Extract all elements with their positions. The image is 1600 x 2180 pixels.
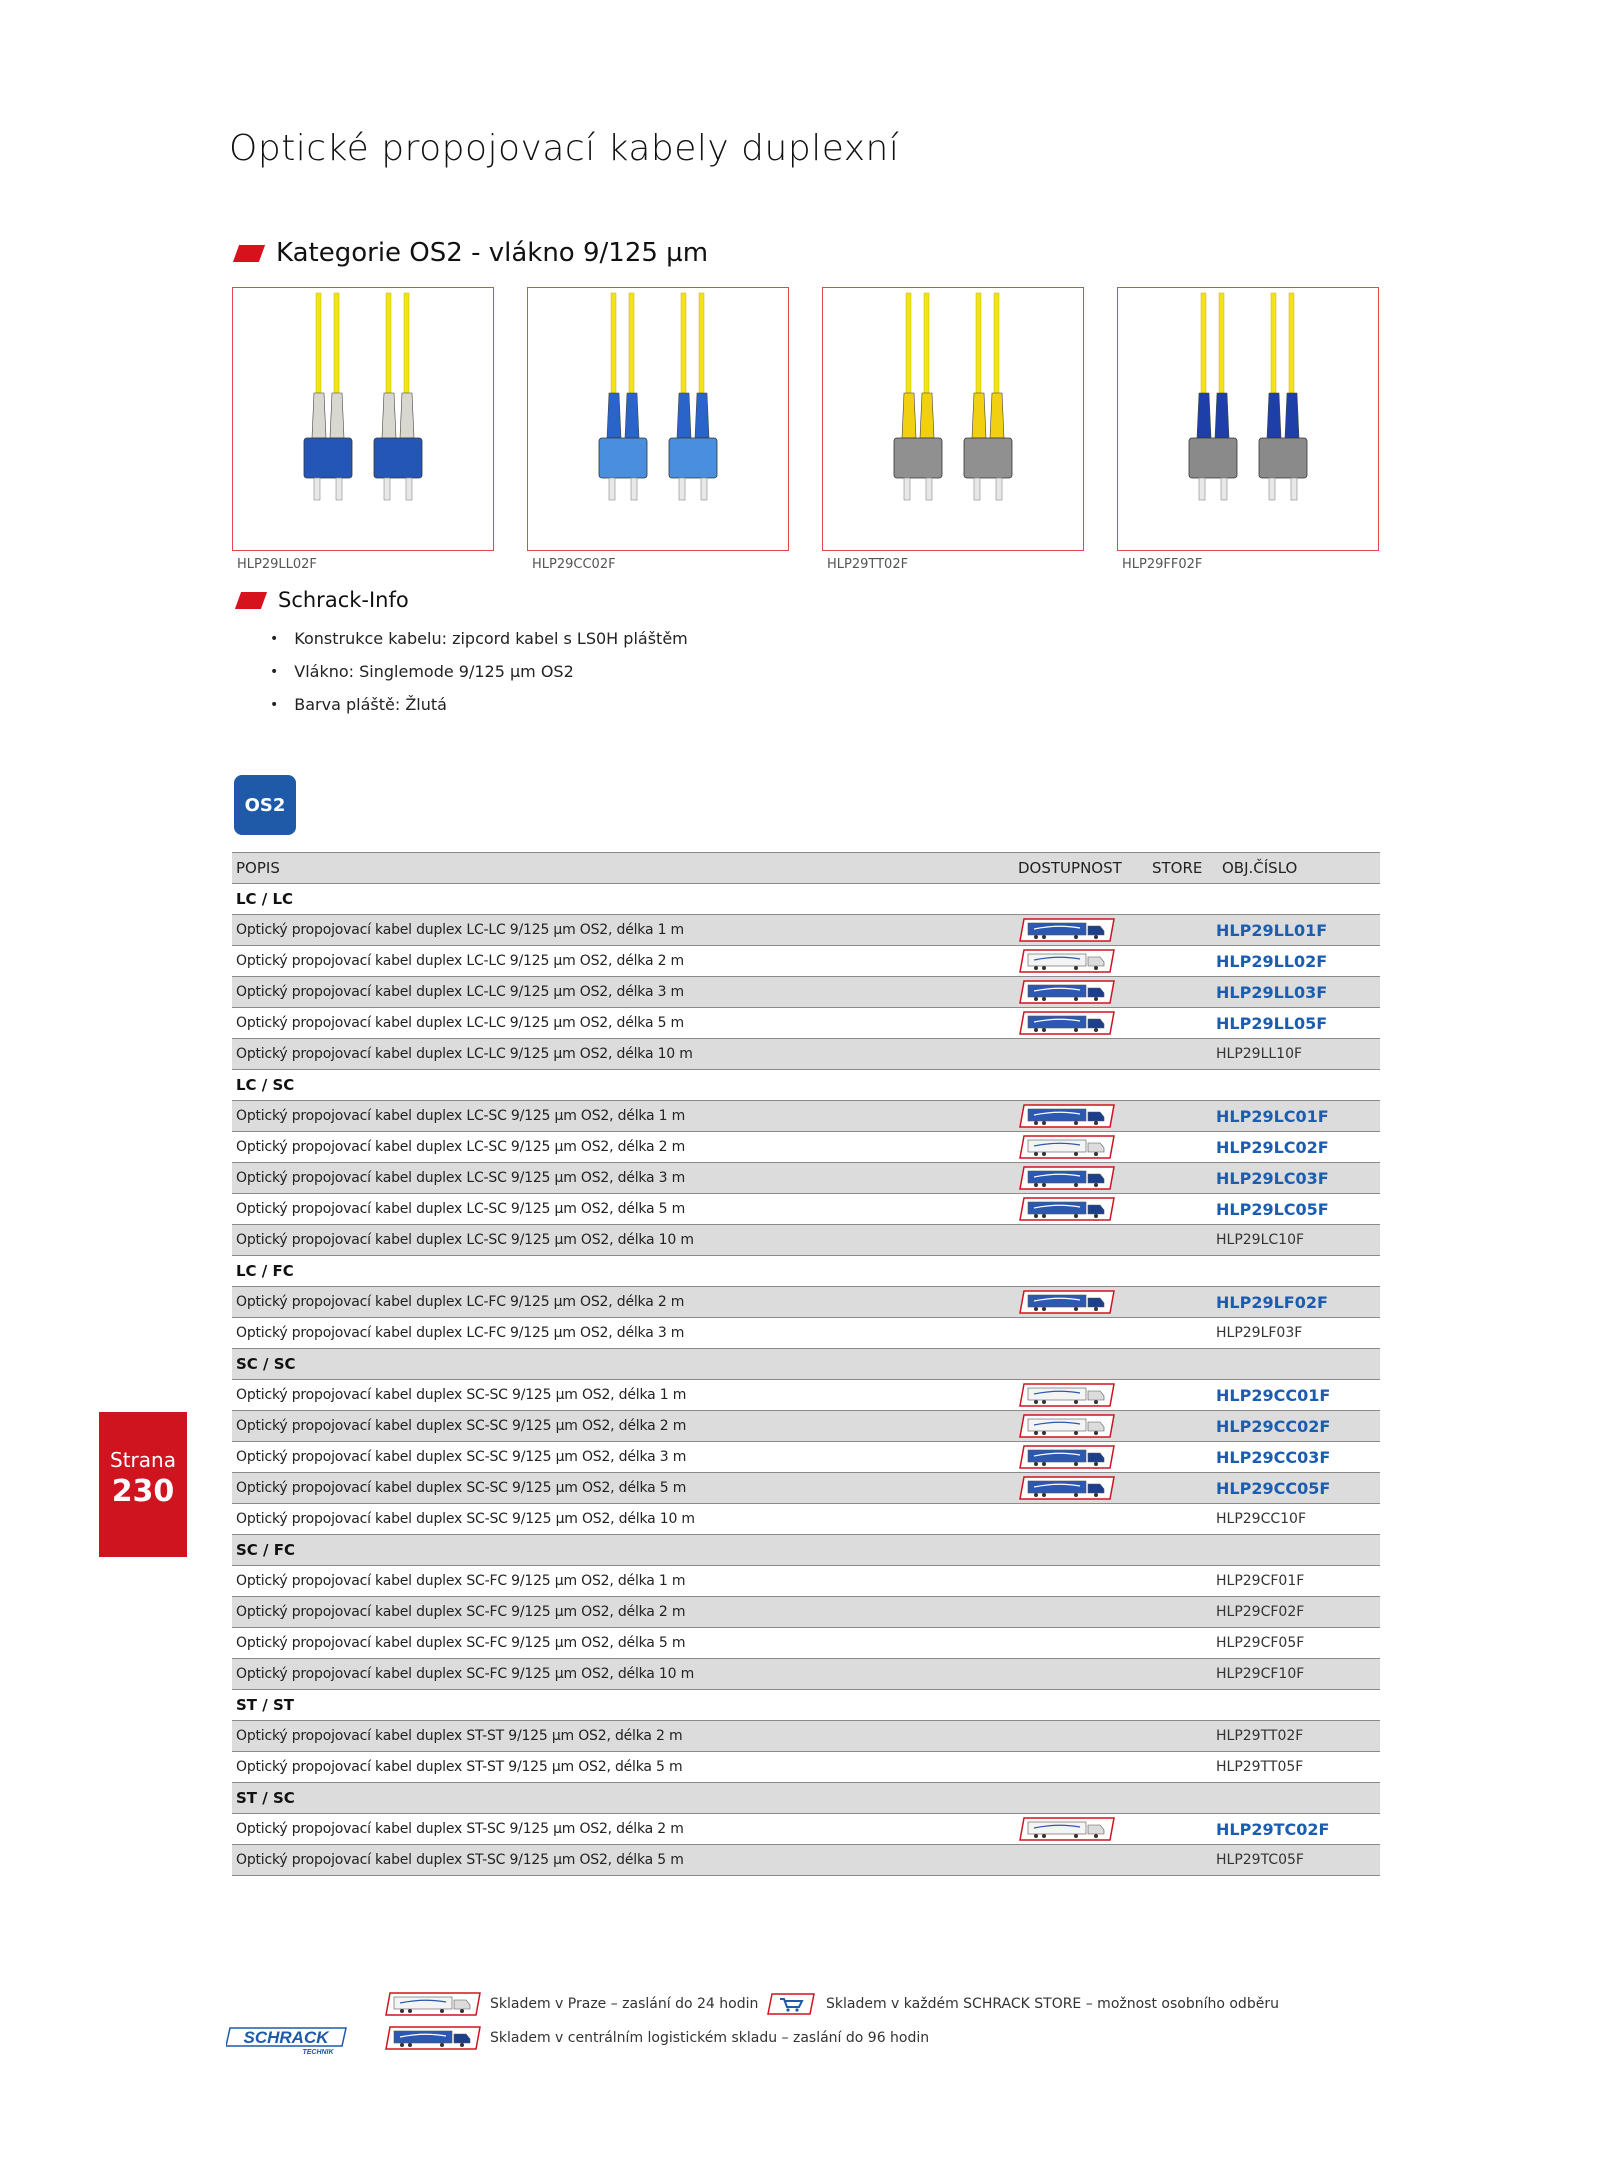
header-dostupnost: DOSTUPNOST [1014, 853, 1148, 884]
group-row [232, 1535, 1380, 1566]
product-description: Optický propojovací kabel duplex LC-SC 9/125 µm OS2, délka 1 m [232, 1101, 1014, 1132]
table-row [232, 1752, 1380, 1783]
table-row [232, 1380, 1380, 1411]
store-cell [1148, 1597, 1212, 1628]
order-number: HLP29LF03F [1212, 1318, 1380, 1349]
info-item: • Barva pláště: Žlutá [270, 688, 688, 721]
product-description: Optický propojovací kabel duplex ST-SC 9/125 µm OS2, délka 2 m [232, 1814, 1014, 1845]
header-popis: POPIS [232, 853, 1014, 884]
table-row [232, 1225, 1380, 1256]
truck-white-icon [1018, 1414, 1116, 1438]
group-title: SC / FC [232, 1535, 1380, 1566]
truck-blue-icon [1018, 980, 1116, 1004]
page-tab [99, 1412, 187, 1557]
order-number: HLP29TT05F [1212, 1752, 1380, 1783]
availability-cell [1014, 1845, 1148, 1876]
store-cell [1148, 1225, 1212, 1256]
order-number[interactable]: HLP29CC02F [1212, 1411, 1380, 1442]
truck-blue-icon [1018, 1011, 1116, 1035]
product-description: Optický propojovací kabel duplex SC-SC 9/125 µm OS2, délka 10 m [232, 1504, 1014, 1535]
table-row [232, 1132, 1380, 1163]
store-cell [1148, 1163, 1212, 1194]
table-row [232, 1659, 1380, 1690]
order-number: HLP29LL10F [1212, 1039, 1380, 1070]
truck-blue-icon [384, 2026, 482, 2050]
red-marker-icon [233, 245, 265, 262]
store-cell [1148, 1442, 1212, 1473]
availability-cell [1014, 946, 1148, 977]
truck-blue-icon [1018, 1197, 1116, 1221]
availability-cell [1014, 1132, 1148, 1163]
photo-label: HLP29TT02F [827, 557, 909, 572]
product-description: Optický propojovací kabel duplex LC-SC 9/125 µm OS2, délka 2 m [232, 1132, 1014, 1163]
product-description: Optický propojovací kabel duplex LC-LC 9/125 µm OS2, délka 1 m [232, 915, 1014, 946]
group-title: LC / FC [232, 1256, 1380, 1287]
order-number: HLP29CF02F [1212, 1597, 1380, 1628]
os2-badge: OS2 [234, 775, 296, 835]
availability-cell [1014, 1380, 1148, 1411]
order-number: HLP29TC05F [1212, 1845, 1380, 1876]
table-row [232, 915, 1380, 946]
availability-cell [1014, 1597, 1148, 1628]
legend-central-text: Skladem v centrálním logistickém skladu – zaslání do 96 hodin [490, 2030, 930, 2046]
table-row [232, 1845, 1380, 1876]
truck-blue-icon [1018, 1290, 1116, 1314]
truck-white-icon [1018, 949, 1116, 973]
logo-text: SCHRACK [243, 2028, 329, 2047]
product-description: Optický propojovací kabel duplex ST-SC 9/125 µm OS2, délka 5 m [232, 1845, 1014, 1876]
availability-cell [1014, 1411, 1148, 1442]
logo-subtext: TECHNIK [302, 2049, 334, 2056]
truck-blue-icon [1018, 1104, 1116, 1128]
availability-cell [1014, 1287, 1148, 1318]
availability-cell [1014, 1814, 1148, 1845]
table-row [232, 1287, 1380, 1318]
availability-cell [1014, 1194, 1148, 1225]
group-row [232, 1690, 1380, 1721]
table-row [232, 1566, 1380, 1597]
table-row [232, 1597, 1380, 1628]
product-description: Optický propojovací kabel duplex ST-ST 9/125 µm OS2, délka 2 m [232, 1721, 1014, 1752]
order-number[interactable]: HLP29LC01F [1212, 1101, 1380, 1132]
legend-store [766, 1992, 1279, 2016]
truck-blue-icon [1018, 918, 1116, 942]
product-description: Optický propojovací kabel duplex SC-FC 9/125 µm OS2, délka 1 m [232, 1566, 1014, 1597]
table-row [232, 1101, 1380, 1132]
order-number[interactable]: HLP29CC01F [1212, 1380, 1380, 1411]
store-cell [1148, 1814, 1212, 1845]
truck-white-icon [384, 1992, 482, 2016]
legend-central [384, 2026, 929, 2050]
order-number: HLP29CF01F [1212, 1566, 1380, 1597]
table-row [232, 1008, 1380, 1039]
truck-blue-icon [1018, 1166, 1116, 1190]
order-number[interactable]: HLP29LF02F [1212, 1287, 1380, 1318]
truck-white-icon [1018, 1135, 1116, 1159]
table-row [232, 1814, 1380, 1845]
header-obj: OBJ.ČÍSLO [1212, 853, 1380, 884]
table-row [232, 1504, 1380, 1535]
legend-store-text: Skladem v každém SCHRACK STORE – možnost osobního odběru [826, 1996, 1279, 2012]
store-cell [1148, 1721, 1212, 1752]
product-description: Optický propojovací kabel duplex LC-LC 9/125 µm OS2, délka 3 m [232, 977, 1014, 1008]
order-number[interactable]: HLP29LC05F [1212, 1194, 1380, 1225]
order-number[interactable]: HLP29CC03F [1212, 1442, 1380, 1473]
store-cell [1148, 977, 1212, 1008]
table-row [232, 1628, 1380, 1659]
store-cell [1148, 1287, 1212, 1318]
group-title: SC / SC [232, 1349, 1380, 1380]
page-number: 230 [111, 1474, 175, 1509]
order-number: HLP29CC10F [1212, 1504, 1380, 1535]
availability-cell [1014, 1504, 1148, 1535]
table-row [232, 1442, 1380, 1473]
availability-cell [1014, 1163, 1148, 1194]
order-number: HLP29LC10F [1212, 1225, 1380, 1256]
table-row [232, 1473, 1380, 1504]
product-description: Optický propojovací kabel duplex LC-LC 9/125 µm OS2, délka 5 m [232, 1008, 1014, 1039]
table-row [232, 977, 1380, 1008]
product-description: Optický propojovací kabel duplex LC-SC 9/125 µm OS2, délka 10 m [232, 1225, 1014, 1256]
category-heading [236, 238, 708, 268]
store-cell [1148, 1380, 1212, 1411]
order-number: HLP29CF05F [1212, 1628, 1380, 1659]
product-description: Optický propojovací kabel duplex SC-FC 9/125 µm OS2, délka 10 m [232, 1659, 1014, 1690]
truck-blue-icon [1018, 1476, 1116, 1500]
photo-label: HLP29FF02F [1122, 557, 1203, 572]
order-number: HLP29TT02F [1212, 1721, 1380, 1752]
group-title: ST / ST [232, 1690, 1380, 1721]
legend-prague-text: Skladem v Praze – zaslání do 24 hodin [490, 1996, 759, 2012]
store-cell [1148, 1473, 1212, 1504]
store-cell [1148, 1504, 1212, 1535]
order-number: HLP29CF10F [1212, 1659, 1380, 1690]
store-cell [1148, 1101, 1212, 1132]
order-number[interactable]: HLP29LL05F [1212, 1008, 1380, 1039]
group-row [232, 1070, 1380, 1101]
product-photo-sc [527, 287, 789, 551]
table-row [232, 1721, 1380, 1752]
availability-cell [1014, 1442, 1148, 1473]
store-cell [1148, 1194, 1212, 1225]
category-heading-text: Kategorie OS2 - vlákno 9/125 µm [276, 238, 709, 268]
order-number[interactable]: HLP29LL01F [1212, 915, 1380, 946]
availability-cell [1014, 1008, 1148, 1039]
availability-cell [1014, 1628, 1148, 1659]
info-heading-text: Schrack-Info [278, 588, 409, 612]
store-cell [1148, 1008, 1212, 1039]
product-table [232, 852, 1380, 1876]
product-description: Optický propojovací kabel duplex LC-SC 9/125 µm OS2, délka 3 m [232, 1163, 1014, 1194]
group-row [232, 1349, 1380, 1380]
availability-cell [1014, 915, 1148, 946]
store-cell [1148, 1845, 1212, 1876]
product-description: Optický propojovací kabel duplex SC-FC 9/125 µm OS2, délka 5 m [232, 1628, 1014, 1659]
table-row [232, 1039, 1380, 1070]
store-cell [1148, 1318, 1212, 1349]
store-cell [1148, 946, 1212, 977]
group-row [232, 884, 1380, 915]
product-description: Optický propojovací kabel duplex SC-SC 9/125 µm OS2, délka 5 m [232, 1473, 1014, 1504]
product-description: Optický propojovací kabel duplex SC-SC 9/125 µm OS2, délka 3 m [232, 1442, 1014, 1473]
page-tab-label: Strana [110, 1448, 176, 1472]
availability-cell [1014, 1101, 1148, 1132]
photo-label: HLP29LL02F [237, 557, 317, 572]
store-cell [1148, 915, 1212, 946]
table-row [232, 1194, 1380, 1225]
group-title: LC / LC [232, 884, 1380, 915]
product-description: Optický propojovací kabel duplex LC-FC 9/125 µm OS2, délka 2 m [232, 1287, 1014, 1318]
table-row [232, 946, 1380, 977]
info-item: • Vlákno: Singlemode 9/125 µm OS2 [270, 655, 688, 688]
product-photo-st [822, 287, 1084, 551]
product-description: Optický propojovací kabel duplex SC-SC 9/125 µm OS2, délka 1 m [232, 1380, 1014, 1411]
store-cell [1148, 1659, 1212, 1690]
order-number[interactable]: HLP29CC05F [1212, 1473, 1380, 1504]
table-header-row [232, 853, 1380, 884]
availability-cell [1014, 1318, 1148, 1349]
availability-cell [1014, 1473, 1148, 1504]
availability-cell [1014, 1721, 1148, 1752]
product-description: Optický propojovací kabel duplex SC-FC 9/125 µm OS2, délka 2 m [232, 1597, 1014, 1628]
product-description: Optický propojovací kabel duplex SC-SC 9/125 µm OS2, délka 2 m [232, 1411, 1014, 1442]
product-description: Optický propojovací kabel duplex LC-SC 9/125 µm OS2, délka 5 m [232, 1194, 1014, 1225]
group-title: ST / SC [232, 1783, 1380, 1814]
product-photo-fc [1117, 287, 1379, 551]
info-list [270, 622, 688, 721]
order-number[interactable]: HLP29TC02F [1212, 1814, 1380, 1845]
availability-cell [1014, 1039, 1148, 1070]
truck-blue-icon [1018, 1445, 1116, 1469]
group-row [232, 1783, 1380, 1814]
availability-cell [1014, 977, 1148, 1008]
store-cell [1148, 1132, 1212, 1163]
page-title: Optické propojovací kabely duplexní [229, 128, 900, 169]
availability-cell [1014, 1225, 1148, 1256]
header-store: STORE [1148, 853, 1212, 884]
order-number[interactable]: HLP29LL02F [1212, 946, 1380, 977]
truck-white-icon [1018, 1817, 1116, 1841]
order-number[interactable]: HLP29LL03F [1212, 977, 1380, 1008]
info-item: • Konstrukce kabelu: zipcord kabel s LS0H pláštěm [270, 622, 688, 655]
product-photo-lc [232, 287, 494, 551]
schrack-logo [226, 2024, 350, 2056]
table-row [232, 1411, 1380, 1442]
info-heading [238, 588, 409, 612]
store-cell [1148, 1039, 1212, 1070]
product-description: Optický propojovací kabel duplex LC-FC 9/125 µm OS2, délka 3 m [232, 1318, 1014, 1349]
legend-prague [384, 1992, 758, 2016]
photo-label: HLP29CC02F [532, 557, 616, 572]
table-row [232, 1318, 1380, 1349]
availability-cell [1014, 1566, 1148, 1597]
product-description: Optický propojovací kabel duplex LC-LC 9/125 µm OS2, délka 2 m [232, 946, 1014, 977]
shopping-cart-icon [766, 1992, 816, 2016]
store-cell [1148, 1411, 1212, 1442]
table-row [232, 1163, 1380, 1194]
product-description: Optický propojovací kabel duplex ST-ST 9/125 µm OS2, délka 5 m [232, 1752, 1014, 1783]
red-marker-icon [235, 592, 267, 609]
order-number[interactable]: HLP29LC02F [1212, 1132, 1380, 1163]
store-cell [1148, 1566, 1212, 1597]
group-row [232, 1256, 1380, 1287]
order-number[interactable]: HLP29LC03F [1212, 1163, 1380, 1194]
store-cell [1148, 1628, 1212, 1659]
availability-cell [1014, 1659, 1148, 1690]
availability-cell [1014, 1752, 1148, 1783]
store-cell [1148, 1752, 1212, 1783]
product-description: Optický propojovací kabel duplex LC-LC 9/125 µm OS2, délka 10 m [232, 1039, 1014, 1070]
truck-white-icon [1018, 1383, 1116, 1407]
group-title: LC / SC [232, 1070, 1380, 1101]
